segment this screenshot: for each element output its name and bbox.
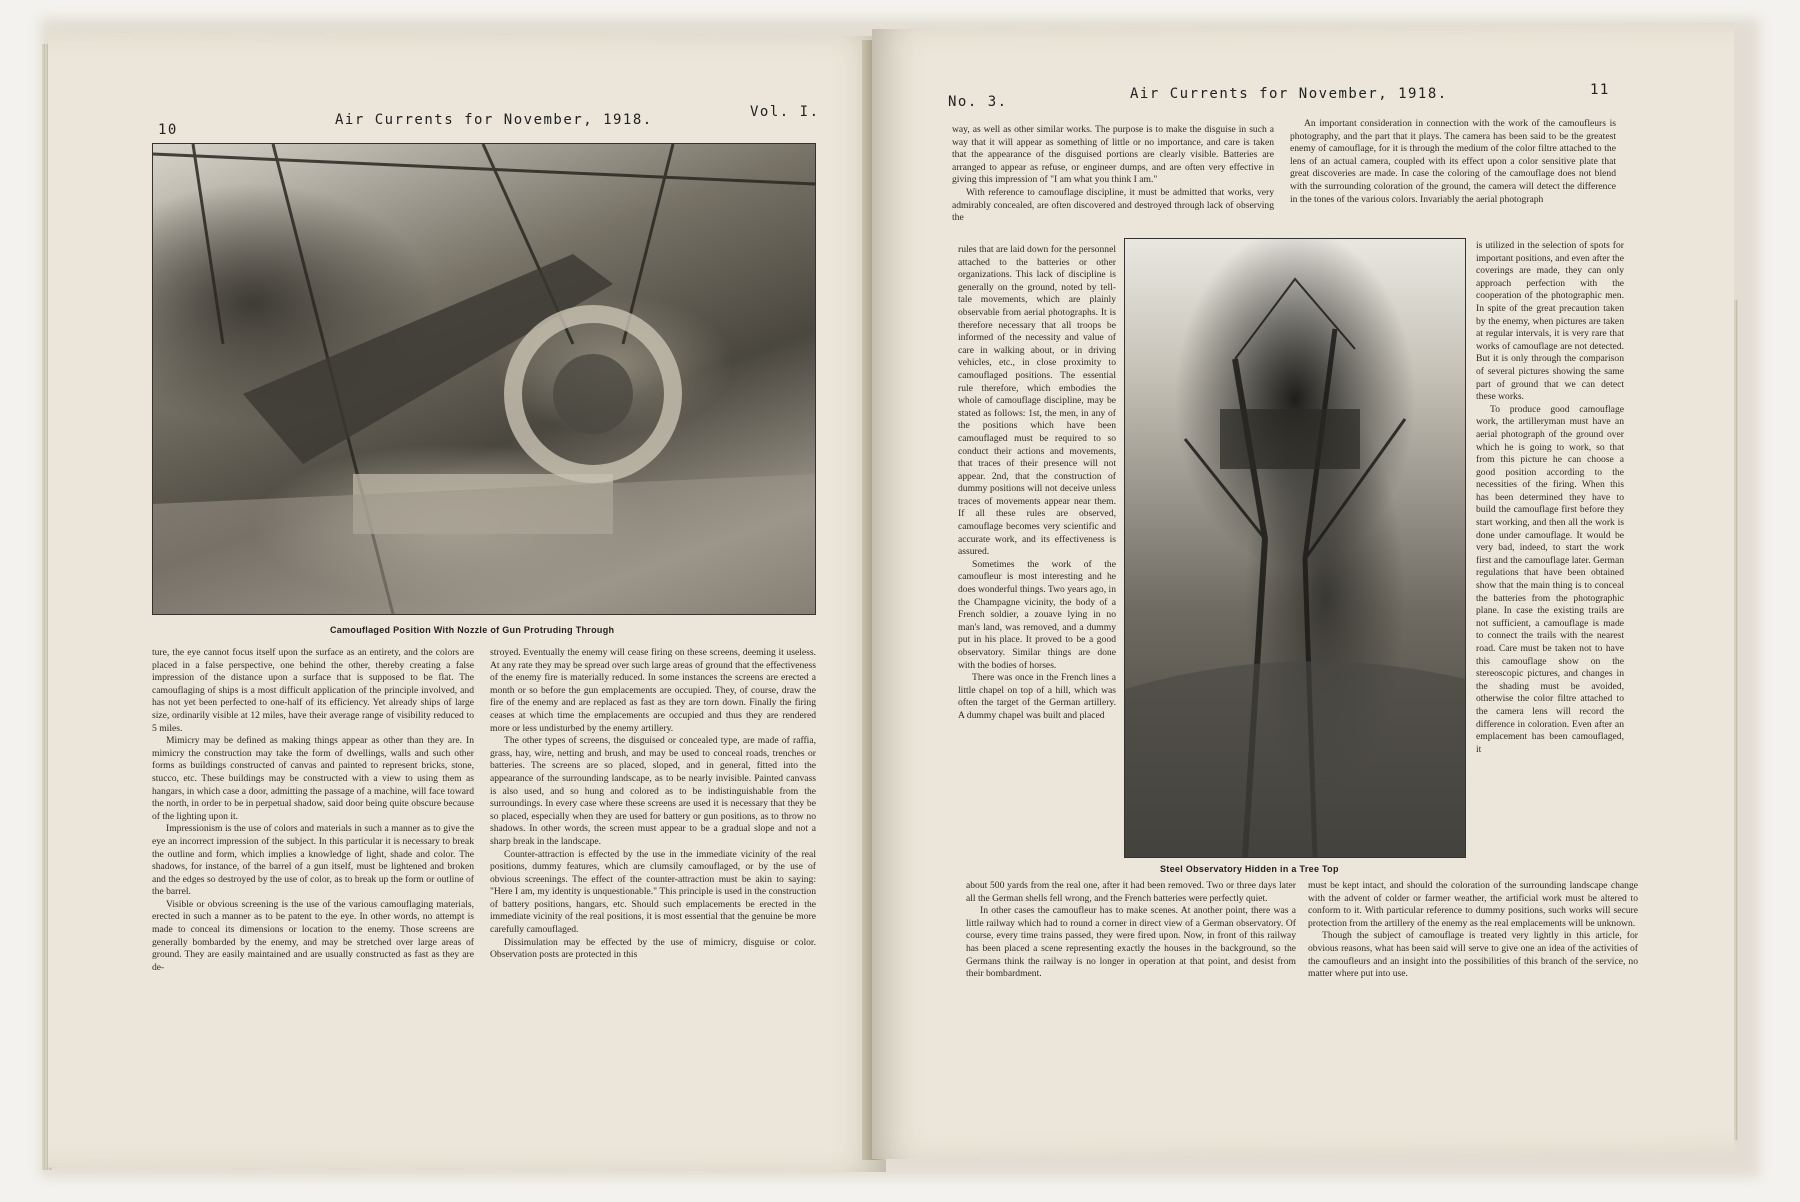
gun-photo-caption: Camouflaged Position With Nozzle of Gun Protruding Through: [330, 625, 615, 635]
left-column-2: [490, 647, 816, 1155]
tree-photo-caption: Steel Observatory Hidden in a Tree Top: [1160, 864, 1339, 874]
right-column-1-bottom: [966, 880, 1296, 1030]
paragraph: Sometimes the work of the camoufleur is most interesting and he does wonderful things. Two years ago, in the Champagne vicinity, the body of a French soldier, a zouave lying in no man's land, was removed, and a dummy put in his place. It proved to be a good observatory. Similar things are done with the bodies of horses.: [958, 558, 1116, 671]
paragraph: Dissimulation may be effected by the use of mimicry, disguise or color. Observation posts are protected in this: [490, 936, 816, 961]
right-running-title: Air Currents for November, 1918.: [1130, 86, 1448, 102]
paragraph: about 500 yards from the real one, after it had been removed. Two or three days later all the German shells fell wrong, and the French batteries were perfectly quiet.: [966, 880, 1296, 904]
paragraph: Visible or obvious screening is the use of the various camouflaging materials, erected in such a manner as to be patent to the eye. In other words, no attempt is made to conceal its dimensions or location to the enemy. Those screens are generally bombarded by the enemy, and may be stretched over large areas of ground. They are easily maintained and are usually constructed as fast as they are de-: [152, 898, 474, 973]
gun-photo-illustration: [153, 144, 815, 614]
right-column-2-narrow: [1476, 240, 1624, 880]
paragraph: is utilized in the selection of spots for important positions, and even after the coverings are made, they can only approach perfection with the cooperation of the photographic men. In spite of the great precaution taken by the enemy, when pictures are taken at regular intervals, it is very rare that works of camouflage are not detected. But it is only through the comparison of several pictures showing the same part of ground that we can detect these works.: [1476, 240, 1624, 403]
paragraph: In other cases the camoufleur has to make scenes. At another point, there was a little railway which had to round a corner in direct view of a German observatory. Of course, every time trains passed, they were fired upon. Now, in front of this railway has been placed a scene representing exactly the houses in the background, so the Germans think the railway is no longer in operation at that point, and desist from their bombardment.: [966, 905, 1296, 980]
paragraph: With reference to camouflage discipline, it must be admitted that works, very admirably concealed, are often discovered and destroyed through lack of observing the: [952, 186, 1274, 224]
right-column-2-bottom: [1308, 880, 1638, 1020]
left-running-title: Air Currents for November, 1918.: [335, 112, 653, 128]
right-column-2-top: [1290, 118, 1616, 240]
tree-photo-illustration: [1125, 239, 1465, 857]
left-column-1: [152, 647, 474, 1155]
gun-photo: [152, 143, 816, 615]
paragraph: Though the subject of camouflage is treated very lightly in this article, for obvious reasons, what has been said will serve to give one an idea of the activities of the camoufleurs and an insight into the possibilities of this branch of the service, no matter where put into use.: [1308, 930, 1638, 980]
paragraph: An important consideration in connection with the work of the camoufleurs is photography, and the part that it plays. The camera has been said to be the greatest enemy of camouflage, for it is through the medium of the color filtre attached to the lens of an actual camera, coupled with its effect upon a color sensitive plate that great discoveries are made. In case the coloring of the camouflage does not blend with the surrounding coloration of the ground, the camera will detect the difference in the tones of the various colors. Invariably the aerial photograph: [1290, 118, 1616, 205]
paragraph: Counter-attraction is effected by the use in the immediate vicinity of the real positions, dummy features, which are clumsily camouflaged, or by the use of obvious screenings. The effect of the counter-attraction must be akin to saying: "Here I am, my identity is unquestionable." This principle is used in the construction of battery positions, hangars, etc. Should such emplacements be erected in the immediate vicinity of the real positions, it is most essential that the genuine be more carefully camouflaged.: [490, 848, 816, 936]
tree-photo: [1124, 238, 1466, 858]
paragraph: must be kept intact, and should the coloration of the surrounding landscape change with the advent of colder or farmer weather, the artificial work must be altered to conform to it. With particular reference to dummy positions, such works will secure protection from the artillery of the enemy as the real emplacements will be unknown.: [1308, 880, 1638, 929]
issue-number: No. 3.: [948, 94, 1008, 110]
paragraph: rules that are laid down for the personnel attached to the batteries or other organizations. This lack of discipline is generally on the ground, noted by tell-tale movements, which are plainly observable from aerial photographs. It is therefore necessary that all troops be informed of the necessity and value of care in walking about, or in driving vehicles, etc., in close proximity to camouflaged positions. The essential rule therefore, which embodies the whole of camouflage discipline, may be stated as follows: 1st, the men, in any of the positions which have been camouflaged must be required to so conduct their actions and movements, that traces of their presence will not appear. 2nd, that the construction of dummy positions will not deceive unless traces of movements appear near them. If all these rules are observed, camouflage becomes very scientific and accurate work, and its effectiveness is assured.: [958, 244, 1116, 558]
right-column-1-top: [952, 124, 1274, 244]
paragraph: ture, the eye cannot focus itself upon the surface as an entirety, and the colors are placed in a false perspective, one behind the other, thereby creating a false impression of the distance upon a surface that is supposed to be flat. The camouflaging of ships is a most difficult application of the principle involved, and has not yet been perfected to one-half of its efficiency. Yet already ships of large size, ordinarily visible at 12 miles, have their average range of visibility reduced to 5 miles.: [152, 647, 474, 734]
paragraph: Impressionism is the use of colors and materials in such a manner as to give the eye an incorrect impression of the subject. In this particular it is necessary to break the outline and form, which implies a knowledge of light, shade and color. The shadows, for instance, of the barrel of a gun itself, must be lightened and broken and the edges so destroyed by the use of color, as to break up the form or outline of the barrel.: [152, 823, 474, 898]
paragraph: There was once in the French lines a little chapel on top of a hill, which was often the target of the German artillery. A dummy chapel was built and placed: [958, 672, 1116, 721]
paragraph: The other types of screens, the disguised or concealed type, are made of raffia, grass, hay, wire, netting and brush, and may be used to conceal roads, trenches or batteries. The screens are so placed, sloped, and in general, fitted into the appearance of the surrounding landscape, as to be nearly invisible. Painted canvass is also used, and so hung and colored as to be indistinguishable from the surroundings. In every case where these screens are used it is necessary that they be so placed, especially when they are used for battery or gun positions, as to throw no shadows. In other words, the screen must appear to be a gradual slope and not a sharp break in the landscape.: [490, 735, 816, 847]
paragraph: way, as well as other similar works. The purpose is to make the disguise in such a way that it will appear as something of little or no importance, and care is taken that the appearance of the disguised portions are clearly visible. Batteries are arranged to appear as refuse, or engineer dumps, and are often very effective in giving this impression of "I am what you think I am.": [952, 124, 1274, 186]
left-volume: Vol. I.: [750, 104, 820, 120]
right-page-number: 11: [1590, 82, 1610, 98]
paragraph: To produce good camouflage work, the artilleryman must have an aerial photograph of the ground over which he is going to work, so that from this picture he can choose a good position according to the necessities of the firing. When this has been determined they have to build the camouflage first before they start working, and then all the work is done under camouflage. It would be very bad, indeed, to start the work first and the camouflage later. German regulations that have been obtained show that the main thing is to conceal the batteries from the photographic plane. In case the existing trails are not sufficient, a camouflage is made to connect the trails with the nearest road. Care must be taken not to have this camouflage show on the stereoscopic pictures, and changes in the shading must be avoided, otherwise the color filtre attached to the camera lens will record the difference in coloration. Even after an emplacement has been camouflaged, it: [1476, 403, 1624, 755]
left-page-number: 10: [158, 122, 178, 138]
paragraph: Mimicry may be defined as making things appear as other than they are. In mimicry the construction may take the form of dwellings, walls and such other forms as buildings constructed of canvas and painted to represent bricks, stone, stucco, etc. These buildings may be constructed with a view to using them as hangars, in which case a door, admitting the passage of a machine, will face toward the north, in order to be in perpetual shadow, said door being quite obscure because of the lighting upon it.: [152, 735, 474, 822]
right-column-1-narrow: [958, 244, 1116, 880]
paragraph: stroyed. Eventually the enemy will cease firing on these screens, deeming it useless. At any rate they may be spread over such large areas of ground that the effectiveness of the enemy fire is materially reduced. In some instances the screens are erected a month or so before the gun emplacements are occupied. They, of course, draw the fire of the enemy and are replaced as fast as they are torn down. Finally the firing ceases at which time the emplacements are occupied and thus they are rendered more or less undisturbed by the enemy artillery.: [490, 647, 816, 734]
